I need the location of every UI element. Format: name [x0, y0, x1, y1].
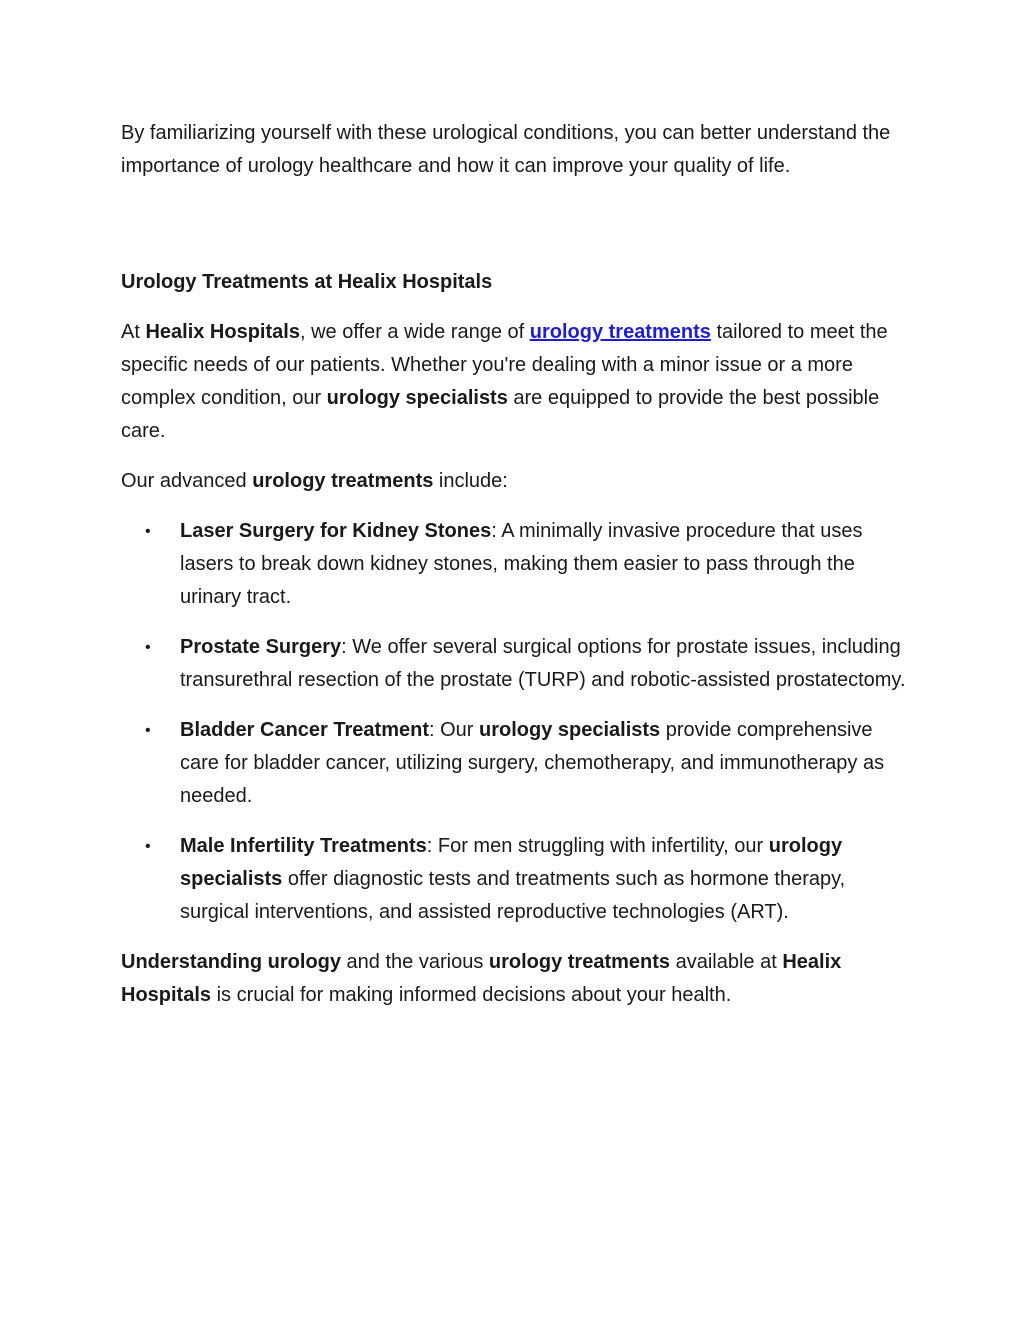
text-run: Our advanced [121, 470, 253, 492]
list-item-title: Male Infertility Treatments [180, 835, 427, 857]
list-item-text: provide comprehensive care for bladder cancer, utilizing surgery, chemotherapy, and immunotherapy as needed. [180, 719, 885, 807]
list-item-text: : Our [428, 719, 479, 741]
text-run: and the various [341, 951, 489, 973]
text-run: tailored to meet the specific needs of our patients. Whether you're dealing with a minor issue or a more complex condition, our [121, 321, 888, 409]
list-item-text: offer diagnostic tests and treatments such as hormone therapy, surgical interventions, and assisted reproductive technologies (ART). [180, 868, 846, 923]
treatments-list-lead [121, 465, 911, 498]
bullet-icon: • [145, 722, 151, 739]
list-item-text: : We offer several surgical options for prostate issues, including transurethral resection of the prostate (TURP) and robotic-assisted prostatectomy. [180, 636, 906, 691]
document-page [121, 117, 911, 1029]
list-item-title: Bladder Cancer Treatment [180, 719, 429, 741]
list-item [121, 515, 911, 614]
closing-paragraph [121, 946, 911, 1012]
list-item-text: : A minimally invasive procedure that uses lasers to break down kidney stones, making them easier to pass through the urinary tract. [180, 520, 863, 608]
text-run: include: [433, 470, 508, 492]
section-heading: Urology Treatments at Healix Hospitals [121, 271, 493, 293]
text-run: At [121, 321, 146, 343]
text-run: are equipped to provide the best possible care. [121, 387, 880, 442]
bold-urology-specialists: urology specialists [479, 719, 661, 741]
intro-paragraph: By familiarizing yourself with these urological conditions, you can better understand the importance of urology healthcare and how it can improve your quality of life. [121, 122, 891, 177]
list-item [121, 714, 911, 813]
text-run: is crucial for making informed decisions about your health. [211, 984, 732, 1006]
treatments-list [121, 515, 911, 929]
list-item-title: Prostate Surgery [180, 636, 342, 658]
bullet-icon: • [145, 523, 151, 540]
bullet-icon: • [145, 838, 151, 855]
bold-understanding-urology: Understanding urology [121, 951, 341, 973]
list-item-title: Laser Surgery for Kidney Stones [180, 520, 492, 542]
bold-healix-hospitals: Healix Hospitals [121, 951, 842, 1006]
text-run: , we offer a wide range of [299, 321, 530, 343]
bold-healix-hospitals: Healix Hospitals [145, 321, 300, 343]
treatments-intro-paragraph [121, 316, 911, 448]
bold-urology-specialists: urology specialists [180, 835, 843, 890]
list-item [121, 830, 911, 929]
bold-urology-specialists: urology specialists [326, 387, 508, 409]
bold-urology-treatments: urology treatments [252, 470, 434, 492]
bold-urology-treatments: urology treatments [488, 951, 671, 973]
list-item [121, 631, 911, 697]
bullet-icon: • [145, 639, 151, 656]
urology-treatments-link[interactable]: urology treatments [529, 321, 711, 343]
text-run: available at [670, 951, 783, 973]
list-item-text: : For men struggling with infertility, our [426, 835, 769, 857]
